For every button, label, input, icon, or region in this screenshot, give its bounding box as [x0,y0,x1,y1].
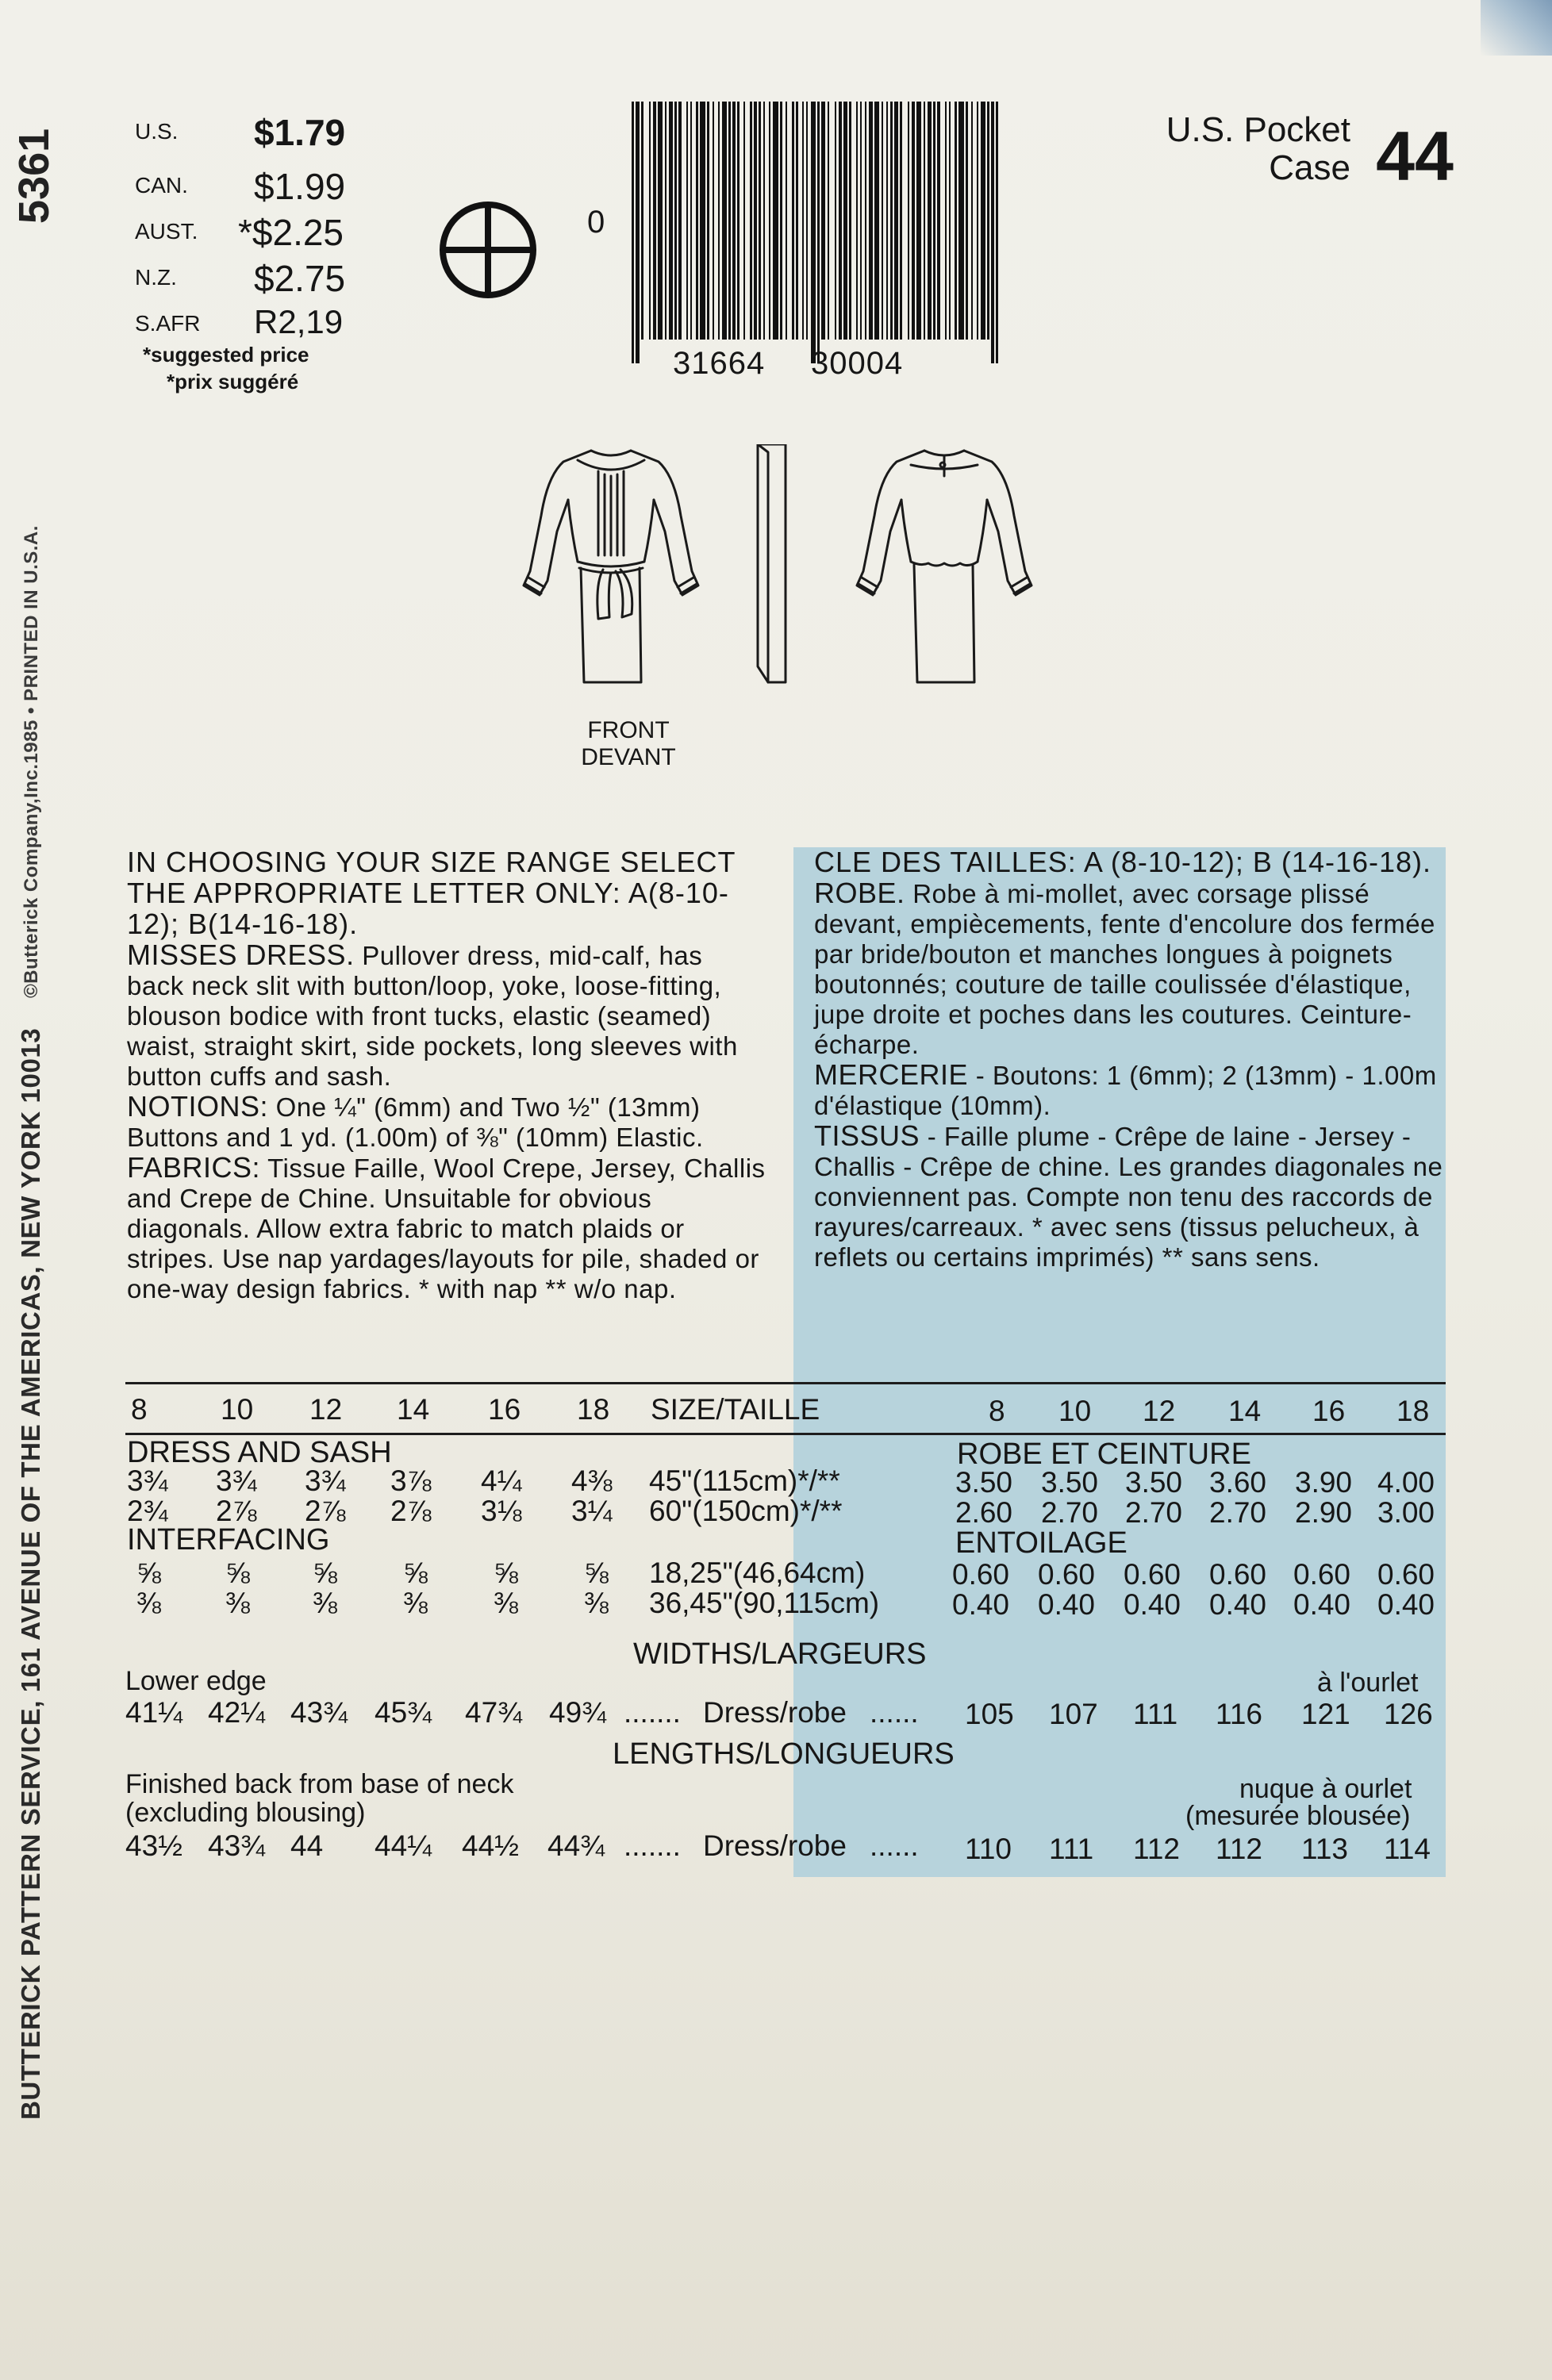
width-cm: 107 [1049,1698,1098,1730]
length-inches: 44½ [462,1829,520,1862]
sash-pattern-piece [758,444,786,682]
barcode-bar [743,102,745,340]
barcode-bar [737,102,740,340]
suggested-price-note-fr: *prix suggéré [167,370,299,393]
barcode-bar [882,102,883,340]
barcode-bar [958,102,964,340]
size-header-us: 14 [397,1393,430,1426]
width-dots: ....... [624,1696,681,1729]
width-inches: 47¾ [465,1696,523,1729]
barcode-bar [865,102,866,340]
barcode-bar [674,102,677,340]
dress-yardage: 4¼ [481,1464,522,1497]
barcode-bar [835,102,836,340]
interfacing-yardage: ⅜ [403,1587,428,1619]
barcode-bar [971,102,973,340]
robe-ceinture-label: ROBE ET CEINTURE [957,1438,1251,1471]
pocket-case-number: 44 [1376,117,1454,195]
width-cm: 126 [1384,1698,1433,1730]
price-country: CAN. [135,173,188,198]
barcode-bar [991,102,994,363]
interfacing-metric: 0.40 [1038,1588,1096,1621]
barcode-bar [928,102,932,340]
dress-yardage: 3¾ [127,1464,168,1497]
barcode-bar [649,102,651,340]
interfacing-label: INTERFACING [127,1523,330,1557]
barcode-bar [945,102,947,340]
barcode-bar [933,102,935,340]
dress-yardage: 3⅛ [481,1495,522,1527]
width-inches: 41¼ [125,1696,183,1729]
interfacing-metric: 0.40 [1124,1588,1181,1621]
price-value: $2.75 [254,258,346,299]
width-cm: 116 [1216,1698,1262,1730]
barcode-right-digits: 30004 [811,346,904,381]
barcode-bar [924,102,925,340]
barcode-bar [869,102,873,340]
price-country: S.AFR [135,311,201,336]
excluding-label: (excluding blousing) [125,1798,366,1828]
dress-metric: 3.90 [1295,1466,1353,1499]
barcode-lead-digit: 0 [587,205,606,240]
interfacing-metric: 0.40 [1209,1588,1267,1621]
barcode-bar [977,102,978,340]
robe-label: ROBE. [814,877,905,909]
size-header-fr: 8 [989,1395,1005,1427]
width-cm: 105 [965,1698,1014,1730]
a-lourlet-label: à l'ourlet [1317,1668,1419,1698]
envelope-edge-shadow [1481,0,1552,56]
front-label-en: FRONT [587,717,670,743]
misses-dress-text: Pullover dress, mid-calf, has back neck slit with button/loop, yoke, loose-fitting, blouson bodice with front tucks, elastic (seamed) waist, straight skirt, side pockets, long sleeves with button cuffs and sash. [127,941,738,1091]
company-copyright: ©Butterick Company,Inc.1985 • PRINTED IN U.S.A. [21,525,42,998]
barcode-bar [890,102,893,340]
barcode-bar [658,102,663,340]
width-inches: 43¾ [290,1696,348,1729]
finished-back-label: Finished back from base of neck [125,1769,514,1799]
interfacing-metric: 0.40 [952,1588,1010,1621]
size-header-us: 16 [488,1393,521,1426]
mesuree-label: (mesurée blousée) [1185,1801,1411,1831]
notions-label: NOTIONS: [127,1090,269,1123]
size-header-us: 18 [577,1393,610,1426]
barcode-bar [653,102,656,340]
barcode-bar [707,102,709,340]
length-dots2: ...... [870,1829,919,1862]
dress-yardage: 2¾ [127,1495,168,1527]
dress-metric: 3.00 [1377,1496,1435,1529]
barcode-bar [678,102,682,340]
entoilage-label: ENTOILAGE [955,1526,1128,1560]
price-value: $1.79 [254,112,346,153]
barcode-bar [728,102,731,340]
interfacing-yardage: ⅜ [584,1587,609,1619]
barcode-bar [860,102,862,340]
interfacing-metric: 0.60 [952,1558,1010,1591]
lower-edge-label: Lower edge [125,1666,267,1696]
barcode-bar [796,102,798,340]
robe-text: Robe à mi-mollet, avec corsage plissé devant, empiècements, fente d'encolure dos fermée par bride/bouton et manches longues à poignets boutonnés; couture de taille coulissée d'élastique, jupe droite et poches dans les coutures. Ceinture-écharpe. [814,879,1435,1059]
size-range-heading: IN CHOOSING YOUR SIZE RANGE SELECT THE APPROPRIATE LETTER ONLY: [127,846,736,909]
size-header-us: 8 [131,1393,148,1426]
pattern-number: 5361 [10,128,58,224]
tissus-text: - Faille plume - Crêpe de laine - Jersey - Challis - Crêpe de chine. Les grandes diagonales ne conviennent pas. Compte non tenu des raccords de rayures/carreaux. * avec sens (tissus pelucheux, à reflets ou certains imprimés) ** sans sens. [814,1122,1443,1272]
size-header-fr: 18 [1396,1395,1430,1427]
dress-sash-label: DRESS AND SASH [127,1436,392,1469]
interfacing-yardage: ⅜ [225,1587,250,1619]
width-inches: 45¾ [375,1696,432,1729]
barcode-bar [763,102,765,340]
dress-back-view [857,451,1031,682]
english-description [127,847,766,1304]
barcode-bar [700,102,705,340]
size-header-fr: 16 [1312,1395,1346,1427]
interfacing-width: 18,25"(46,64cm) [649,1557,866,1589]
barcode-bar [759,102,761,340]
barcode-bar [792,102,794,340]
length-inches: 43¾ [208,1829,266,1862]
dress-robe-label: Dress/robe [703,1829,847,1862]
barcode-bar [636,102,640,363]
barcode-bar [817,102,820,363]
length-inches: 44¾ [547,1829,605,1862]
length-inches: 44¼ [375,1829,432,1862]
pocket-label-line1: U.S. Pocket [1166,110,1350,149]
interfacing-metric: 0.60 [1038,1558,1096,1591]
barcode-bar [773,102,778,340]
barcode-bar [908,102,909,340]
barcode-bar [955,102,957,340]
interfacing-yardage: ⅜ [313,1587,337,1619]
dress-yardage: 3¼ [571,1495,613,1527]
notions-text: One ¼" (6mm) and Two ½" (13mm) Buttons and 1 yd. (1.00m) of ⅜" (10mm) Elastic. [127,1092,704,1152]
fabric-width: 45"(115cm)*/** [649,1464,840,1497]
company-address: BUTTERICK PATTERN SERVICE, 161 AVENUE OF THE AMERICAS, NEW YORK 10013 [16,1027,45,2120]
mercerie-text: - Boutons: 1 (6mm); 2 (13mm) - 1.00m d'élastique (10mm). [814,1061,1437,1120]
barcode-bar [874,102,879,340]
misses-dress-label: MISSES DRESS. [127,939,355,971]
interfacing-yardage: ⅝ [494,1557,518,1589]
width-inches: 49¾ [549,1696,607,1729]
tissus-label: TISSUS [814,1119,920,1152]
interfacing-metric: 0.60 [1377,1558,1435,1591]
dress-yardage: 2⅞ [216,1495,257,1527]
barcode-bar [632,102,634,363]
dress-metric: 3.60 [1209,1466,1267,1499]
size-header-us: 12 [309,1393,343,1426]
interfacing-width: 36,45"(90,115cm) [649,1587,880,1619]
barcode-bar [665,102,667,340]
length-inches: 43½ [125,1829,183,1862]
width-cm: 121 [1301,1698,1350,1730]
barcode-bar [806,102,808,340]
barcode-bar [966,102,968,340]
barcode-bar [669,102,673,340]
dress-metric: 2.90 [1295,1496,1353,1529]
dress-robe-label: Dress/robe [703,1696,847,1729]
barcode-bar [828,102,829,340]
length-cm: 110 [965,1833,1012,1865]
lengths-heading: LENGTHS/LONGUEURS [613,1737,955,1771]
mercerie-label: MERCERIE [814,1058,969,1091]
barcode-bar [641,102,643,340]
dress-yardage: 3⅞ [390,1464,432,1497]
length-cm: 111 [1049,1833,1094,1865]
barcode-bar [786,102,787,340]
interfacing-yardage: ⅜ [136,1587,161,1619]
barcode-left-digits: 31664 [673,346,766,381]
interfacing-yardage: ⅝ [313,1557,337,1589]
barcode-bar [718,102,720,340]
interfacing-yardage: ⅝ [584,1557,609,1589]
fabrics-label: FABRICS: [127,1151,261,1184]
barcode-bar [937,102,940,340]
dress-yardage: 3¾ [305,1464,346,1497]
barcode-bar [811,102,816,363]
interfacing-metric: 0.60 [1293,1558,1351,1591]
table-header-rule [125,1433,1446,1435]
barcode-bar [686,102,688,340]
width-cm: 111 [1133,1698,1178,1730]
french-size-heading: CLE DES TAILLES: A (8-10-12); B (14-16-18). [814,846,1432,878]
barcode-bar [722,102,727,340]
size-header-fr: 12 [1143,1395,1176,1427]
barcode-bar [949,102,951,340]
interfacing-metric: 0.40 [1377,1588,1435,1621]
upc-barcode [587,102,1008,381]
size-header-fr: 10 [1058,1395,1092,1427]
barcode-bar [696,102,698,340]
dress-yardage: 2⅞ [390,1495,432,1527]
fabric-width: 60"(150cm)*/** [649,1495,843,1527]
interfacing-yardage: ⅜ [494,1587,518,1619]
dress-yardage: 4⅜ [571,1464,613,1497]
size-header-fr: 14 [1228,1395,1262,1427]
barcode-bar [996,102,998,363]
price-value: *$2.25 [238,212,344,253]
barcode-bar [916,102,921,340]
barcode-bar [750,102,752,340]
dress-metric: 2.70 [1041,1496,1099,1529]
garment-illustration [516,444,1039,714]
dress-metric: 4.00 [1377,1466,1435,1499]
barcode-bar [886,102,888,340]
barcode-bar [713,102,714,340]
dress-metric: 2.70 [1209,1496,1267,1529]
length-cm: 114 [1384,1833,1431,1865]
dress-metric: 2.70 [1125,1496,1183,1529]
suggested-price-note: *suggested price [143,343,309,367]
french-description [814,847,1449,1273]
size-taille-label: SIZE/TAILLE [651,1393,820,1426]
barcode-bar [732,102,736,340]
size-range-values: A(8-10-12); B(14-16-18). [127,877,729,940]
length-dots: ....... [624,1829,681,1862]
dress-yardage: 3¾ [216,1464,257,1497]
pocket-label-line2: Case [1269,148,1350,187]
interfacing-yardage: ⅝ [136,1557,161,1589]
length-cm: 112 [1216,1833,1262,1865]
interfacing-yardage: ⅝ [403,1557,428,1589]
barcode-bar [987,102,989,340]
width-inches: 42¼ [208,1696,266,1729]
widths-heading: WIDTHS/LARGEURS [633,1637,927,1671]
dress-yardage: 2⅞ [305,1495,346,1527]
nuque-label: nuque à ourlet [1239,1774,1412,1804]
barcode-bar [843,102,847,340]
front-label-fr: DEVANT [581,744,676,770]
barcode-bar [900,102,902,340]
interfacing-yardage: ⅝ [225,1557,250,1589]
barcode-bar [894,102,898,340]
front-view-label [549,717,708,771]
barcode-bar [856,102,858,340]
barcode-bar [802,102,804,340]
barcode-bar [690,102,692,340]
length-cm: 113 [1301,1833,1348,1865]
price-value: R2,19 [254,303,344,340]
barcode-bars-icon [627,102,1008,379]
fabrics-text: Tissue Faille, Wool Crepe, Jersey, Challis and Crepe de Chine. Unsuitable for obvious diagonals. Allow extra fabric to match plaids or stripes. Use nap yardages/layouts for pile, shaded or one-way design fabrics. * with nap ** w/o nap. [127,1154,766,1303]
length-cm: 112 [1133,1833,1180,1865]
dress-metric: 3.50 [1041,1466,1099,1499]
length-inches: 44 [290,1829,324,1862]
registration-mark-icon [436,198,540,301]
interfacing-metric: 0.60 [1209,1558,1267,1591]
dress-metric: 3.50 [955,1466,1013,1499]
interfacing-metric: 0.40 [1293,1588,1351,1621]
dress-metric: 3.50 [1125,1466,1183,1499]
price-country: AUST. [135,219,198,244]
width-dots2: ...... [870,1696,919,1729]
dress-metric: 2.60 [955,1496,1013,1529]
barcode-bar [981,102,985,340]
size-header-us: 10 [221,1393,254,1426]
barcode-bar [769,102,770,340]
barcode-bar [839,102,842,340]
price-country: N.Z. [135,265,177,290]
interfacing-metric: 0.60 [1124,1558,1181,1591]
barcode-bar [849,102,851,340]
barcode-bar [780,102,782,340]
barcode-bar [754,102,757,340]
barcode-bar [821,102,825,340]
table-top-rule [125,1382,1446,1384]
price-country: U.S. [135,119,179,144]
price-value: $1.99 [254,166,346,207]
barcode-bar [912,102,915,340]
dress-front-view [524,451,698,682]
